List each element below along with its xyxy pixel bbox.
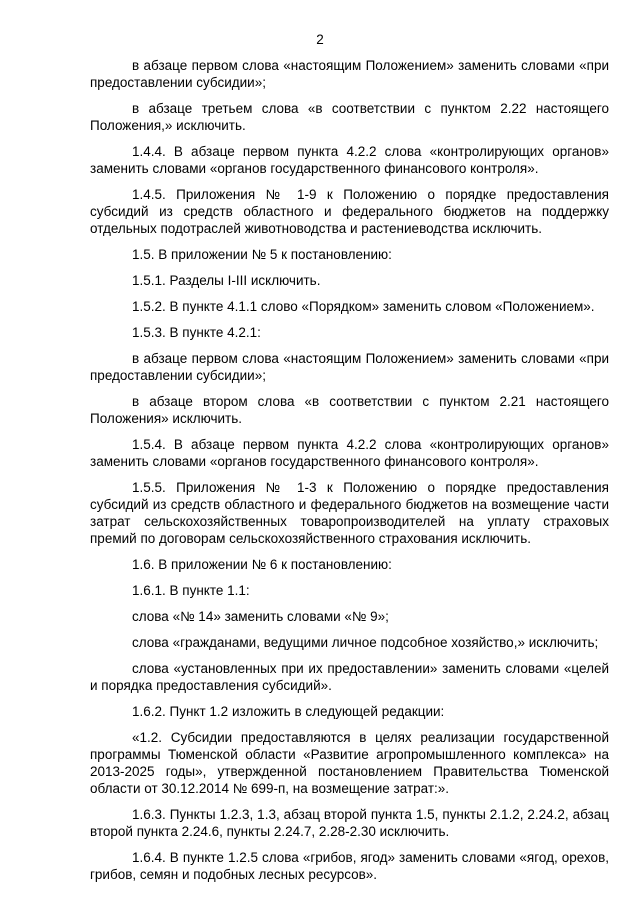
paragraph: в абзаце первом слова «настоящим Положением» заменить словами «при предоставлении субсидии»; [90, 58, 609, 90]
paragraph: 1.6.4. В пункте 1.2.5 слова «грибов, ягод» заменить словами «ягод, орехов, грибов, семян и подобных лесных ресурсов». [90, 850, 609, 882]
paragraph: 1.4.5. Приложения № 1-9 к Положению о порядке предоставления субсидий из средств областного и федерального бюджетов на поддержку отдельных подотраслей животноводства и растениеводства исключить. [90, 187, 609, 236]
paragraph: в абзаце втором слова «в соответствии с пунктом 2.21 настоящего Положения» исключить. [90, 394, 609, 426]
paragraph: слова «установленных при их предоставлении» заменить словами «целей и порядка предоставления субсидий». [90, 661, 609, 693]
paragraph: 1.5.4. В абзаце первом пункта 4.2.2 слова «контролирующих органов» заменить словами «органов государственного финансового контроля». [90, 437, 609, 469]
paragraph: 1.6.3. Пункты 1.2.3, 1.3, абзац второй пункта 1.5, пункты 2.1.2, 2.24.2, абзац второй пункта 2.24.6, пункты 2.24.7, 2.28-2.30 исключить. [90, 807, 609, 839]
paragraph: 1.6.2. Пункт 1.2 изложить в следующей редакции: [132, 704, 445, 719]
paragraph: 1.5.3. В пункте 4.2.1: [132, 325, 261, 340]
paragraph: 1.5. В приложении № 5 к постановлению: [132, 247, 392, 262]
paragraph: в абзаце первом слова «настоящим Положением» заменить словами «при предоставлении субсидии»; [90, 351, 609, 383]
paragraph: 1.5.2. В пункте 4.1.1 слово «Порядком» заменить словом «Положением». [132, 299, 595, 314]
paragraph: 1.6.1. В пункте 1.1: [132, 583, 250, 598]
paragraph: 1.5.5. Приложения № 1-3 к Положению о порядке предоставления субсидий из средств областного и федерального бюджетов на возмещение части затрат сельскохозяйственных товаропроизводителей на уплату страховых премий по договорам сельскохозяйственного страхования исключить. [90, 480, 609, 546]
paragraph: «1.2. Субсидии предоставляются в целях реализации государственной программы Тюменской области «Развитие агропромышленного комплекса» на 2013-2025 годы», утвержденной постановлением Правительства Тюменской области от 30.12.2014 № 699-п, на возмещение затрат:». [90, 730, 609, 796]
paragraph: слова «гражданами, ведущими личное подсобное хозяйство,» исключить; [132, 635, 599, 650]
paragraph: 1.5.1. Разделы I-III исключить. [132, 273, 321, 288]
paragraph: 1.4.4. В абзаце первом пункта 4.2.2 слова «контролирующих органов» заменить словами «органов государственного финансового контроля». [90, 144, 609, 176]
page-number: 2 [316, 32, 324, 47]
paragraph: 1.6. В приложении № 6 к постановлению: [132, 557, 392, 572]
document-body [90, 57, 609, 892]
paragraph: слова «№ 14» заменить словами «№ 9»; [132, 609, 389, 624]
paragraph: в абзаце третьем слова «в соответствии с пунктом 2.22 настоящего Положения,» исключить. [90, 101, 609, 133]
